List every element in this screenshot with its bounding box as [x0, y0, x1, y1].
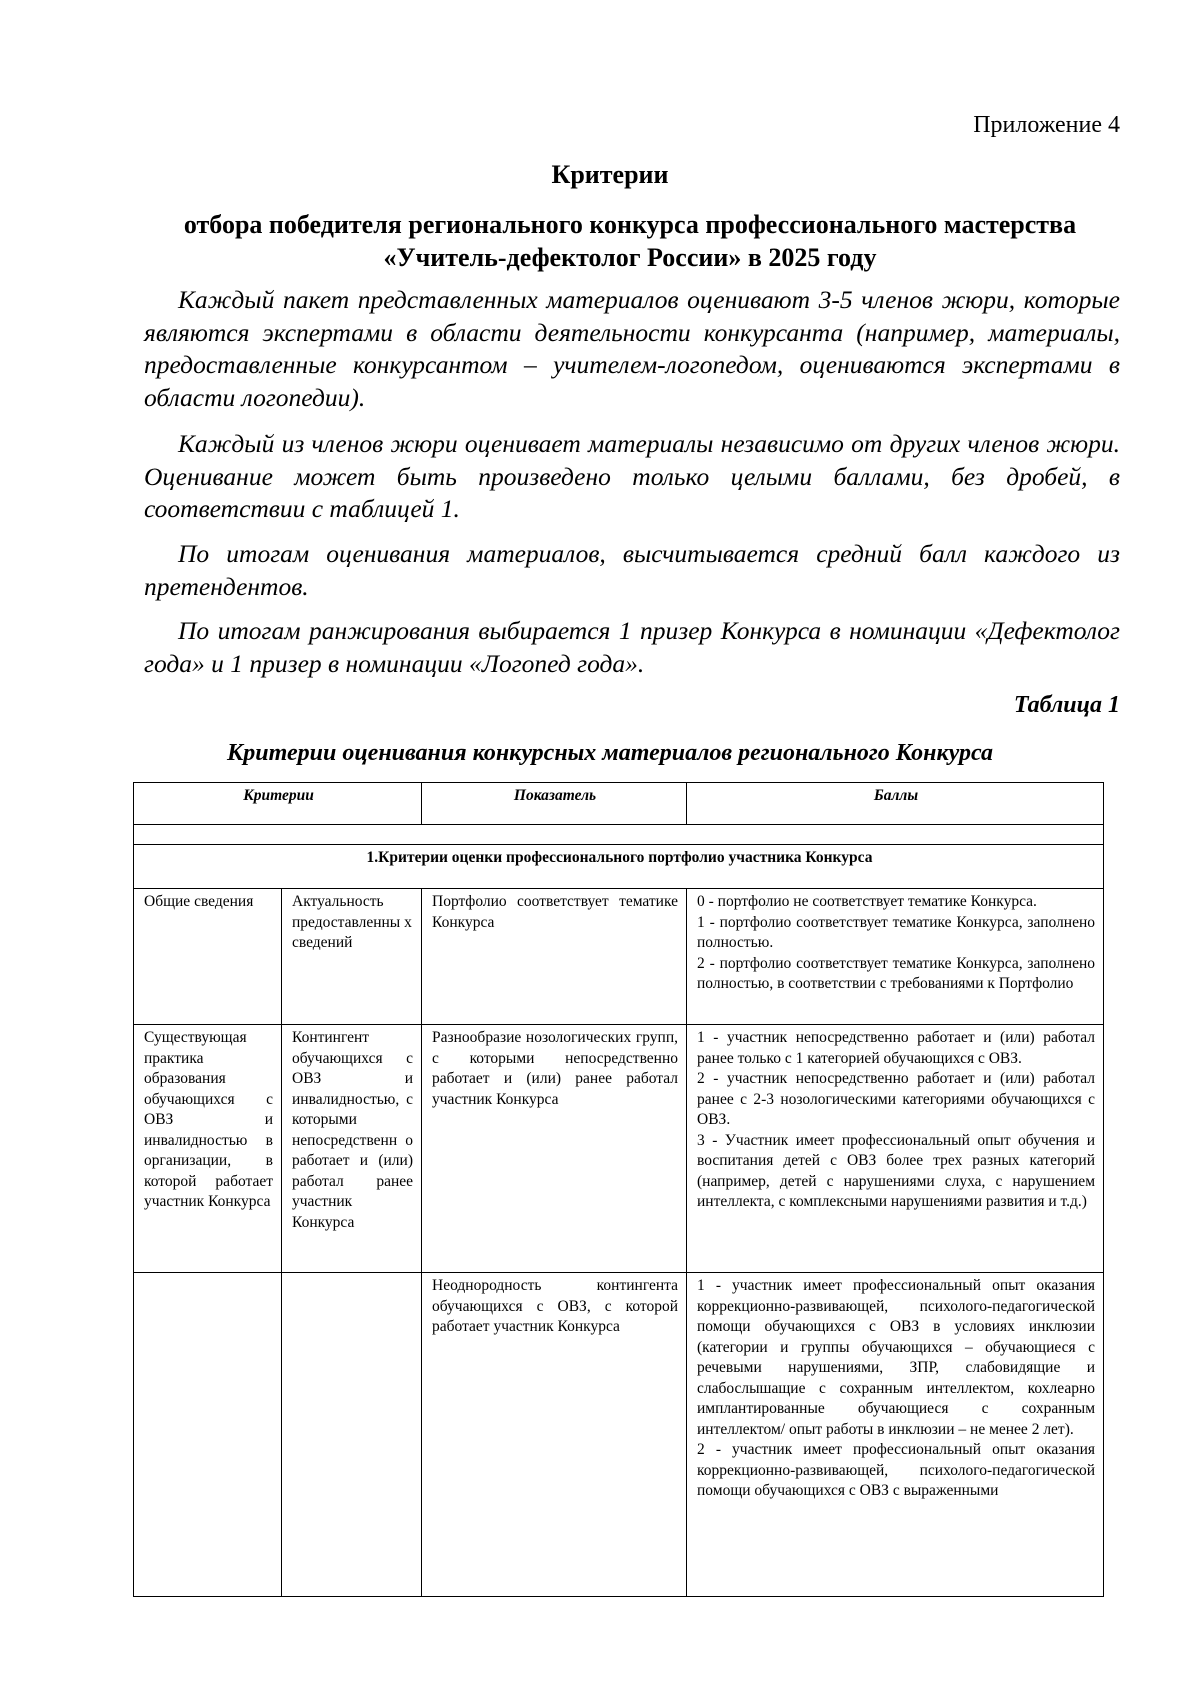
indicator-cell: Разнообразие нозологических групп, с которыми непосредственно работает и (или) ранее работал участник Конкурса: [422, 1025, 687, 1273]
scores-cell: [687, 1273, 1104, 1597]
section-title: 1.Критерии оценки профессионального портфолио участника Конкурса: [134, 845, 1104, 889]
table-spacer-row: [134, 825, 1104, 845]
document-subtitle: отбора победителя регионального конкурса профессионального мастерства «Учитель-дефектолог России» в 2025 году: [183, 210, 1077, 272]
paragraph-ranking: По итогам ранжирования выбирается 1 призер Конкурса в номинации «Дефектолог года» и 1 призер в номинации «Логопед года».: [144, 616, 1120, 678]
score-line: 1 - участник непосредственно работает и (или) работал ранее только с 1 категорией обучающихся с ОВЗ.: [697, 1029, 1096, 1067]
table-row: [134, 1025, 1104, 1273]
table-caption: Критерии оценивания конкурсных материалов регионального Конкурса: [227, 740, 993, 766]
score-line: 3 - Участник имеет профессиональный опыт обучения и воспитания детей с ОВЗ более трех разных категорий (например, детей с нарушениями слуха, с нарушением интеллекта, с комплексными нарушениями развития и т.д.): [697, 1131, 1096, 1210]
appendix-label: Приложение 4: [973, 112, 1120, 138]
header-scores: Баллы: [687, 783, 1104, 825]
criterion-cell: Общие сведения: [134, 889, 282, 1025]
score-line: 2 - участник непосредственно работает и (или) работал ранее с 2-3 нозологическими категориями обучающихся с ОВЗ.: [697, 1070, 1096, 1128]
paragraph-jury-composition: Каждый пакет представленных материалов оценивают 3-5 членов жюри, которые являются экспертами в области деятельности конкурсанта (например, материалы, предоставленные конкурсантом – учителем-логопедом, оцениваются экспертами в области логопедии).: [144, 285, 1120, 412]
criterion-cell: Существующая практика образования обучающихся с ОВЗ и инвалидностью в организации, в которой работает участник Конкурса: [134, 1025, 282, 1273]
table-label: Таблица 1: [1013, 692, 1120, 718]
score-line: 0 - портфолио не соответствует тематике Конкурса.: [697, 893, 1037, 910]
document-title: Критерии: [551, 160, 669, 189]
criterion-cell: [134, 1273, 282, 1597]
indicator-cell: Портфолио соответствует тематике Конкурса: [422, 889, 687, 1025]
table-header-row: [134, 783, 1104, 825]
scores-cell: [687, 1025, 1104, 1273]
paragraph-independent-evaluation: Каждый из членов жюри оценивает материалы независимо от других членов жюри. Оценивание может быть произведено только целыми баллами, без дробей, в соответствии с таблицей 1.: [144, 429, 1120, 523]
table-section-row: [134, 845, 1104, 889]
header-indicator: Показатель: [422, 783, 687, 825]
header-criteria: Критерии: [134, 783, 422, 825]
indicator-cell: Неоднородность контингента обучающихся с ОВЗ, с которой работает участник Конкурса: [422, 1273, 687, 1597]
subcriterion-cell: Актуальность предоставленны х сведений: [282, 889, 422, 1025]
spacer-cell: [134, 825, 1104, 845]
subcriterion-cell: [282, 1273, 422, 1597]
score-line: 1 - портфолио соответствует тематике Конкурса, заполнено полностью.: [697, 913, 1096, 951]
criteria-table: [133, 782, 1104, 1597]
score-line: 1 - участник имеет профессиональный опыт оказания коррекционно-развивающей, психолого-педагогической помощи обучающихся с ОВЗ в условиях инклюзии (категории и группы обучающихся – обучающиеся с речевыми нарушениями, ЗПР, слабовидящие и слабослышащие с сохранным интеллектом, кохлеарно имплантированные обучающиеся с сохранным интеллектом/ опыт работы в инклюзии – не менее 2 лет).: [697, 1277, 1096, 1438]
scores-cell: [687, 889, 1104, 1025]
subcriterion-cell: Контингент обучающихся с ОВЗ и инвалидностью, с которыми непосредственн о работает и (или) работал ранее участник Конкурса: [282, 1025, 422, 1273]
table-row: [134, 1273, 1104, 1597]
paragraph-average-score: По итогам оценивания материалов, высчитывается средний балл каждого из претендентов.: [144, 539, 1120, 601]
score-line: 2 - участник имеет профессиональный опыт оказания коррекционно-развивающей, психолого-педагогической помощи обучающихся с ОВЗ с выраженными: [697, 1441, 1096, 1499]
table-row: [134, 889, 1104, 1025]
score-line: 2 - портфолио соответствует тематике Конкурса, заполнено полностью, в соответствии с требованиями к Портфолио: [697, 954, 1096, 992]
